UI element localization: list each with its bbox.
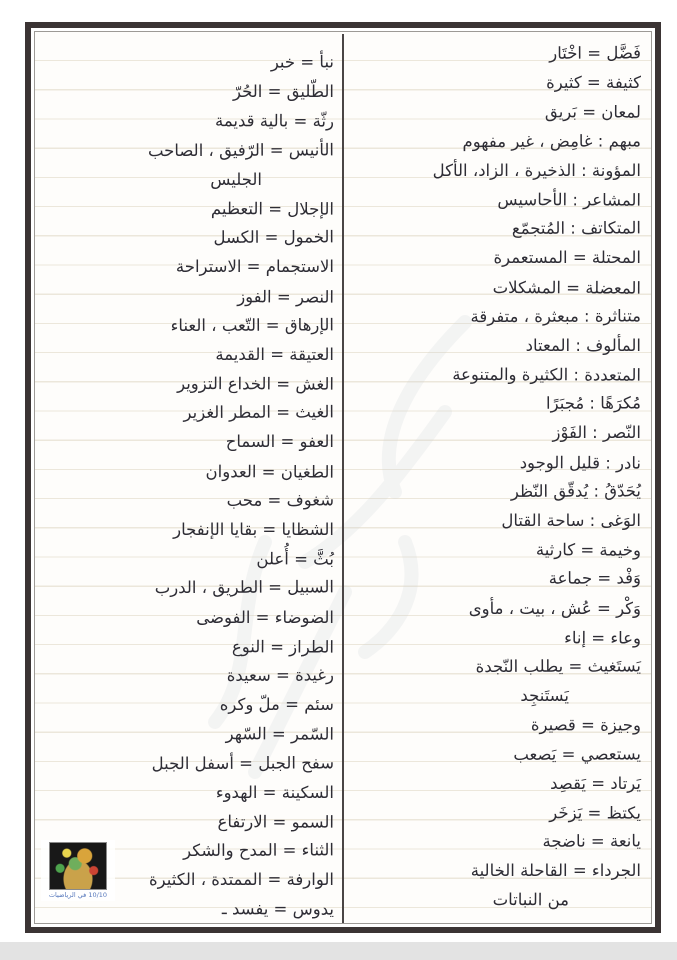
column-divider xyxy=(342,34,344,923)
vocab-line: سفح الجبل = أسفل الجبل xyxy=(151,752,335,773)
vocab-line: نادر : قليل الوجود xyxy=(519,452,642,473)
vocab-line: يانعة = ناضجة xyxy=(542,831,642,851)
vocab-line: وخيمة = كارثية xyxy=(535,540,642,560)
vocab-line: المؤونة : الذخيرة ، الزاد، الأكل xyxy=(432,160,641,180)
vocab-line: كثيفة = كثيرة xyxy=(546,73,641,93)
logo-stamp xyxy=(41,840,115,901)
vocab-line: الاستجمام = الاستراحة xyxy=(175,257,334,277)
vocab-line: الأنيس = الرّفيق ، الصاحب xyxy=(147,139,335,160)
vocab-line: المتكاتف : المُتجمّع xyxy=(511,218,642,239)
columns-container xyxy=(35,32,651,923)
vocab-line: رغيدة = سعيدة xyxy=(226,665,335,685)
page-frame xyxy=(25,22,661,933)
vocab-line: لمعان = بَريق xyxy=(544,102,642,123)
vocab-line: رثّة = بالية قديمة xyxy=(214,111,335,132)
vocab-line: المألوف : المعتاد xyxy=(525,335,641,355)
vocab-line: بُثَّ = أُعلن xyxy=(256,549,335,569)
vocab-line: وَفْد = جماعة xyxy=(548,568,642,589)
vocab-line: السمو = الارتفاع xyxy=(217,812,335,832)
vocab-line: الجليس xyxy=(210,169,262,189)
vocab-line: يَرتاد = يَقصِد xyxy=(550,773,641,793)
column-left xyxy=(35,32,342,923)
vocab-line: مبهم : غامِض ، غير مفهوم xyxy=(462,130,642,151)
vocab-line: يَستَنجِد xyxy=(520,686,569,706)
vocab-line: شغوف = محب xyxy=(226,490,335,510)
vocab-line: العفو = السماح xyxy=(225,432,334,452)
vocab-line: الوَغى : ساحة القتال xyxy=(501,511,641,530)
vocab-line: من النباتات xyxy=(492,890,570,910)
vocab-line: الإرهاق = التّعب ، العناء xyxy=(170,315,335,335)
paper xyxy=(34,31,652,924)
vocab-line: الطّليق = الحُرّ xyxy=(232,82,334,102)
logo-caption: 10/10 في الرياضيات xyxy=(48,891,108,899)
vocab-line: العتيقة = القديمة xyxy=(215,344,334,364)
logo-image xyxy=(49,842,107,890)
vocab-line: وَكْر = عُش ، بيت ، مأوى xyxy=(468,598,641,618)
vocab-line: السبيل = الطريق ، الدرب xyxy=(154,577,335,598)
vocab-line: الشظايا = بقايا الإنفجار xyxy=(173,520,334,539)
vocab-line: الغش = الخداع التزوير xyxy=(177,374,335,394)
vocab-line: الطغيان = العدوان xyxy=(205,461,335,482)
vocab-line: المتعددة : الكثيرة والمتنوعة xyxy=(452,364,642,385)
vocab-line: الخمول = الكسل xyxy=(213,227,335,248)
vocab-line: المعضلة = المشكلات xyxy=(492,277,642,298)
vocab-line: الوارفة = الممتدة ، الكثيرة xyxy=(149,870,334,890)
vocab-line: الثناء = المدح والشكر xyxy=(183,840,335,861)
vocab-line: المشاعر : الأحاسيس xyxy=(497,189,642,210)
vocab-line: يستعصي = يَصعب xyxy=(513,743,642,764)
vocab-line: الغيث = المطر الغزير xyxy=(183,402,335,423)
vocab-line: السّمر = السّهر xyxy=(225,724,335,744)
vocab-line: متناثرة : مبعثرة ، متفرقة xyxy=(470,306,642,326)
vocab-line: الإجلال = التعظيم xyxy=(210,199,335,219)
vocab-line: مُكرَهًا : مُجبَرًا xyxy=(545,393,642,414)
vocab-line: النّصر : الفَوْز xyxy=(552,423,641,443)
vocab-line: المحتلة = المستعمرة xyxy=(493,248,641,268)
vocab-line: نبأ = خبر xyxy=(270,52,335,72)
vocab-line: الضوضاء = الفوضى xyxy=(196,607,334,627)
vocab-line: فَضَّل = اخْتَار xyxy=(549,43,642,63)
vocab-line: الطراز = النوع xyxy=(231,636,335,657)
vocab-line: يَستَغيث = يطلب النّجدة xyxy=(475,656,642,677)
vocab-line: وجيزة = قصيرة xyxy=(530,715,642,735)
vocab-line: السكينة = الهدوء xyxy=(215,782,334,802)
photo-bottom-shadow xyxy=(0,942,677,960)
column-right xyxy=(344,32,651,923)
vocab-line: يُحَدّقُ : يُدقّق النّظر xyxy=(510,481,642,501)
vocab-line: يكتظ = يَزخَر xyxy=(549,803,642,823)
vocab-line: النصر = الفوز xyxy=(237,286,335,307)
vocab-line: وعاء = إناء xyxy=(564,628,642,648)
vocab-line: الجرداء = القاحلة الخالية xyxy=(470,861,641,881)
vocab-line: سئم = ملّ وكره xyxy=(219,695,334,715)
vocab-line: يدوس = يفسد ـ xyxy=(221,899,335,920)
